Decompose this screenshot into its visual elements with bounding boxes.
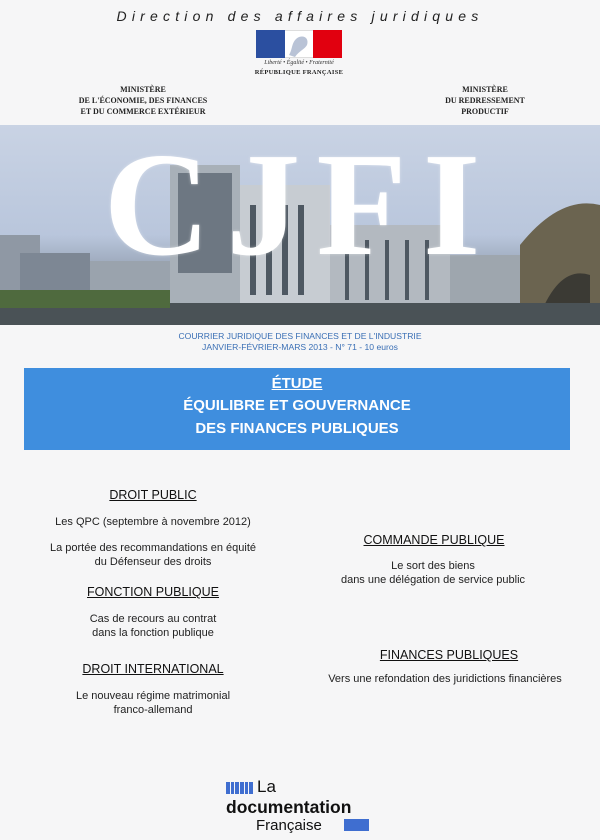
ministry-productive <box>420 84 550 117</box>
logo-block-icon <box>344 819 369 831</box>
ministry-left-line: ET DU COMMERCE EXTÉRIEUR <box>80 107 206 116</box>
ministry-left-line: DE L'ÉCONOMIE, DES FINANCES <box>78 96 208 105</box>
subtitle-line1: COURRIER JURIDIQUE DES FINANCES ET DE L'INDUSTRIE <box>178 331 422 341</box>
commande-publique-line2: dans une délégation de service public <box>340 574 526 586</box>
republic-motto: Liberté • Égalité • Fraternité <box>264 60 334 66</box>
republic-name: RÉPUBLIQUE FRANÇAISE <box>254 69 344 76</box>
heading-finances-publiques: FINANCES PUBLIQUES <box>379 648 519 662</box>
cover-banner-photo <box>0 125 600 325</box>
finances-publiques-line1: Vers une refondation des juridictions financières <box>328 673 562 685</box>
ministry-right-line: PRODUCTIF <box>461 107 509 116</box>
etude-title-line1: ÉQUILIBRE ET GOUVERNANCE <box>183 397 411 414</box>
fonction-publique-line2: dans la fonction publique <box>92 627 214 639</box>
issue-subtitle <box>0 331 600 353</box>
magazine-title: CJFI <box>103 125 497 287</box>
commande-publique-line1: Le sort des biens <box>391 560 475 572</box>
droit-public-item2-line1: La portée des recommandations en équité <box>49 542 257 554</box>
subtitle-line2: JANVIER-FÉVRIER-MARS 2013 - N° 71 - 10 euros <box>202 342 398 352</box>
heading-droit-international: DROIT INTERNATIONAL <box>82 662 224 676</box>
publisher-direction: Direction des affaires juridiques <box>116 8 484 24</box>
heading-droit-public: DROIT PUBLIC <box>109 488 197 502</box>
ministry-right-line: MINISTÈRE <box>462 85 508 94</box>
etude-label: ÉTUDE <box>271 375 323 392</box>
heading-commande-publique: COMMANDE PUBLIQUE <box>363 533 505 547</box>
fonction-publique-line1: Cas de recours au contrat <box>89 613 217 625</box>
ministry-economy <box>58 84 228 117</box>
la-documentation-francaise-logo <box>226 779 376 835</box>
logo-documentation: documentation <box>226 797 352 817</box>
droit-international-line1: Le nouveau régime matrimonial <box>75 690 231 702</box>
ministry-left-line: MINISTÈRE <box>120 85 166 94</box>
etude-box <box>24 368 570 450</box>
ministry-right-line: DU REDRESSEMENT <box>445 96 525 105</box>
droit-public-item2-line2: du Défenseur des droits <box>94 556 212 568</box>
tricolor-flag-icon <box>256 30 342 58</box>
logo-bars-icon <box>226 782 253 794</box>
marianne-logo <box>254 30 344 80</box>
droit-international-line2: franco-allemand <box>113 704 193 716</box>
heading-fonction-publique: FONCTION PUBLIQUE <box>87 585 219 599</box>
logo-la: La <box>257 777 276 796</box>
logo-francaise: Française <box>256 817 322 834</box>
droit-public-item1: Les QPC (septembre à novembre 2012) <box>55 516 251 528</box>
etude-title-line2: DES FINANCES PUBLIQUES <box>195 420 399 437</box>
